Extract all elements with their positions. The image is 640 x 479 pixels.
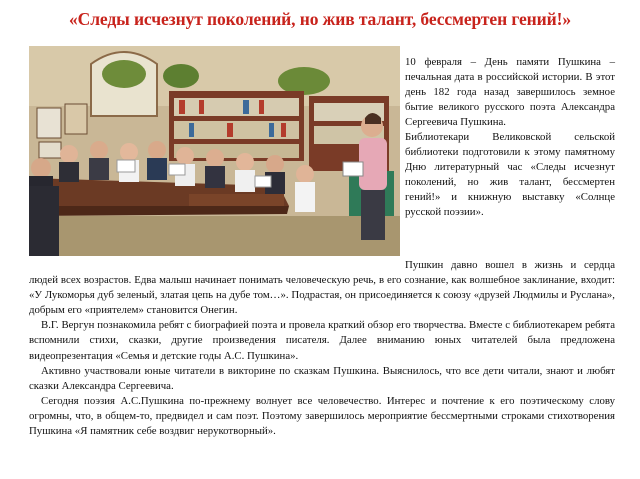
intro-paragraph-1: 10 февраля – День памяти Пушкина – печальная дата в российской истории. В этот день 182 года назад завершилось земное бытие великого русского поэта Александра Сергеевича Пушкина.	[405, 56, 615, 128]
article-body	[29, 258, 615, 439]
body-paragraph-2: В.Г. Вергун познакомила ребят с биографией поэта и провела краткий обзор его творчества. Вместе с библиотекарем ребята вспомнили стихи, сказки, другие произведения писателя. Далее вниманию юных читателей была предложена видеопрезентация «Семья и детские годы А.С. Пушкина».	[29, 319, 615, 362]
article-headline: «Следы исчезнут поколений, но жив талант, бессмертен гений!»	[69, 9, 571, 29]
body-paragraph-4: Сегодня поэзия А.С.Пушкина по-прежнему волнует все человечество. Интерес и почтение к его поэтическому слову огромны, что, в общем-то, предвидел и сам поэт. Поэтому завершилось мероприятие бессмертными строками стихотворения Пушкина «Я памятник себе воздвиг нерукотворный».	[29, 394, 615, 438]
body-paragraph-3: Активно участвовали юные читатели в викторине по сказкам Пушкина. Выяснилось, что все дети читали, знают и любят сказки Александра Сергеевича.	[29, 364, 615, 392]
intro-paragraph-2: Библиотекари Великовской сельской библиотеки подготовили к этому памятному Дню литературный час «Следы исчезнут поколений, но жив талант, бессмертен гений!» и книжную выставку «Солнце русской поэзии».	[405, 131, 615, 218]
library-event-photo	[29, 46, 400, 256]
body-paragraph-1: Пушкин давно вошел в жизнь и сердца людей всех возрастов. Едва малыш начинает понимать человеческую речь, в его сознание, как волшебное заклинание, входит: «У Лукоморья дуб зеленый, златая цепь на дубе том…». Подрастая, он присоединяется к союзу «друзей Людмилы и Руслана», добрым его «приятелем» становится Онегин.	[29, 259, 615, 317]
intro-column	[405, 55, 615, 220]
